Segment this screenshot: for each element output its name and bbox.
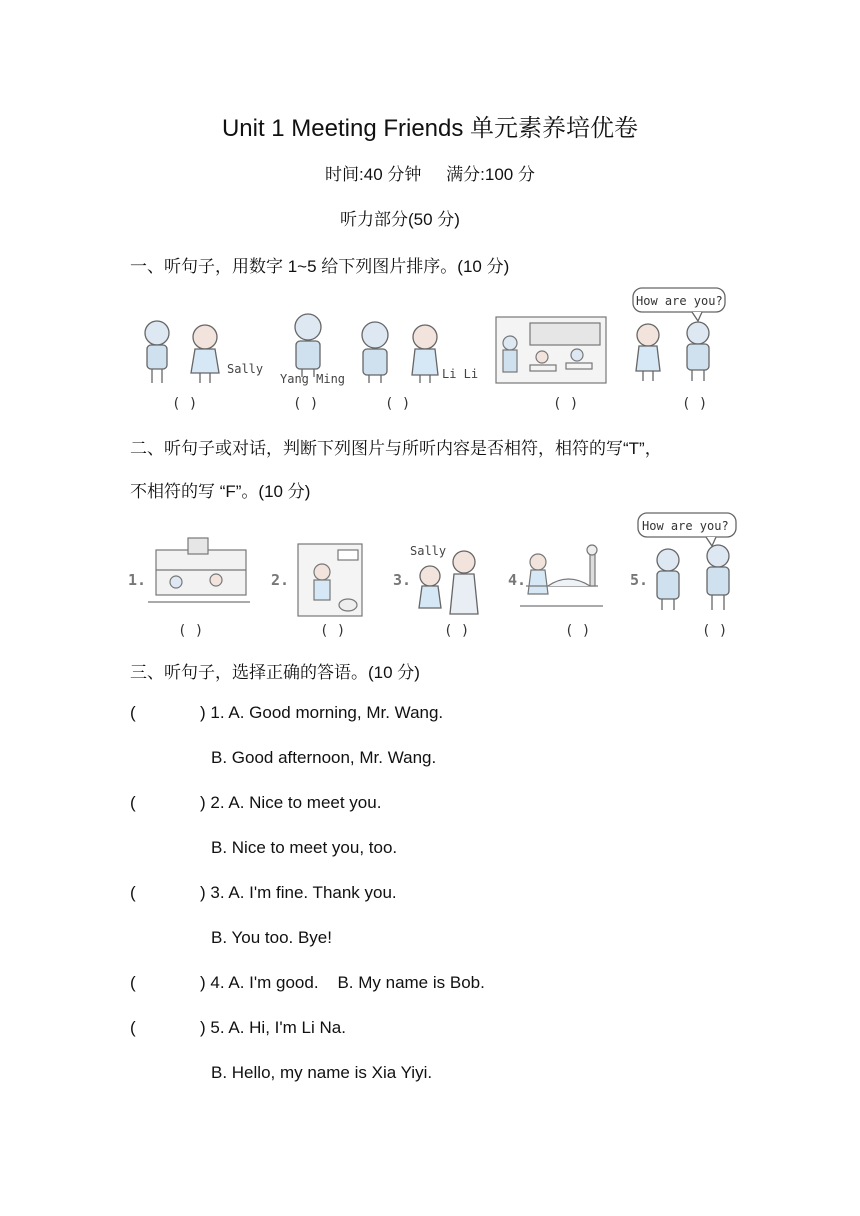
answer-blank-close: )	[200, 703, 206, 722]
section2-heading-line1: 二、听句子或对话，判断下列图片与所听内容是否相符，相符的写“T”，	[130, 439, 662, 458]
answer-blank-close: )	[200, 883, 206, 902]
exam-info	[0, 160, 860, 185]
answer-blank-close: )	[200, 793, 206, 812]
speech-bubble-text: How are you?	[642, 519, 729, 533]
boy-waving-icon	[295, 314, 321, 377]
school-gate-icon	[148, 538, 250, 602]
option-b: B. Hello, my name is Xia Yiyi.	[211, 1063, 433, 1082]
answer-blank-open: (	[130, 1018, 136, 1037]
option-a-and-b: 4. A. I'm good. B. My name is Bob.	[210, 973, 485, 992]
item-number-4: 4.	[508, 571, 527, 589]
full-score: 满分:100 分	[446, 165, 535, 184]
option-a: 5. A. Hi, I'm Li Na.	[210, 1018, 346, 1037]
blank-4: ( )	[553, 396, 579, 410]
question-1	[130, 703, 443, 723]
blank-1: ( )	[172, 396, 198, 410]
option-a: 3. A. I'm fine. Thank you.	[210, 883, 397, 902]
page-title: Unit 1 Meeting Friends 单元素养培优卷	[221, 115, 639, 142]
boy-and-girl-icon	[362, 322, 438, 383]
question-3	[130, 883, 397, 903]
question-2	[130, 793, 381, 813]
section1-heading: 一、听句子，用数字 1~5 给下列图片排序。(10 分)	[130, 257, 510, 276]
blank-7: ( )	[320, 623, 346, 639]
blank-2: ( )	[293, 396, 319, 410]
option-b: B. Nice to meet you, too.	[211, 838, 398, 857]
image3-name-label: Li Li	[442, 367, 479, 381]
section1-illustrations	[130, 285, 730, 410]
answer-blank-open: (	[130, 793, 136, 812]
question-5	[130, 1018, 346, 1038]
section3-heading: 三、听句子，选择正确的答语。(10 分)	[130, 663, 420, 682]
item-number-3: 3.	[393, 571, 412, 589]
time-limit: 时间:40 分钟	[325, 165, 422, 184]
speech-bubble-text: How are you?	[636, 294, 723, 308]
blank-8: ( )	[444, 623, 470, 639]
girl-with-dog-icon	[298, 544, 362, 616]
question-4	[130, 973, 485, 993]
option-b: B. Good afternoon, Mr. Wang.	[211, 748, 437, 767]
answer-blank-close: )	[200, 973, 206, 992]
blank-10: ( )	[702, 623, 728, 639]
blank-9: ( )	[565, 623, 591, 639]
answer-blank-open: (	[130, 973, 136, 992]
blank-6: ( )	[178, 623, 204, 639]
item-number-1: 1.	[128, 571, 147, 589]
image2-name-label: Yang Ming	[280, 372, 346, 386]
classroom-icon	[496, 317, 606, 383]
option-a: 2. A. Nice to meet you.	[210, 793, 382, 812]
option-b: B. You too. Bye!	[211, 928, 332, 947]
section2-illustrations	[128, 510, 748, 640]
answer-blank-open: (	[130, 883, 136, 902]
section2-heading-line2: 不相符的写 “F”。(10 分)	[130, 482, 311, 501]
boy-and-girl-waving-icon	[145, 321, 219, 383]
answer-blank-open: (	[130, 703, 136, 722]
part-heading: 听力部分(50 分)	[340, 210, 460, 229]
option-a: 1. A. Good morning, Mr. Wang.	[210, 703, 444, 722]
item-number-5: 5.	[630, 571, 649, 589]
girl-and-teacher-icon	[419, 551, 478, 614]
girl-at-bridge-icon	[520, 545, 603, 606]
answer-blank-close: )	[200, 1018, 206, 1037]
image1-name-label: Sally	[227, 362, 264, 376]
blank-3: ( )	[385, 396, 411, 410]
image-name-label: Sally	[410, 544, 447, 558]
blank-5: ( )	[682, 396, 708, 410]
item-number-2: 2.	[271, 571, 290, 589]
